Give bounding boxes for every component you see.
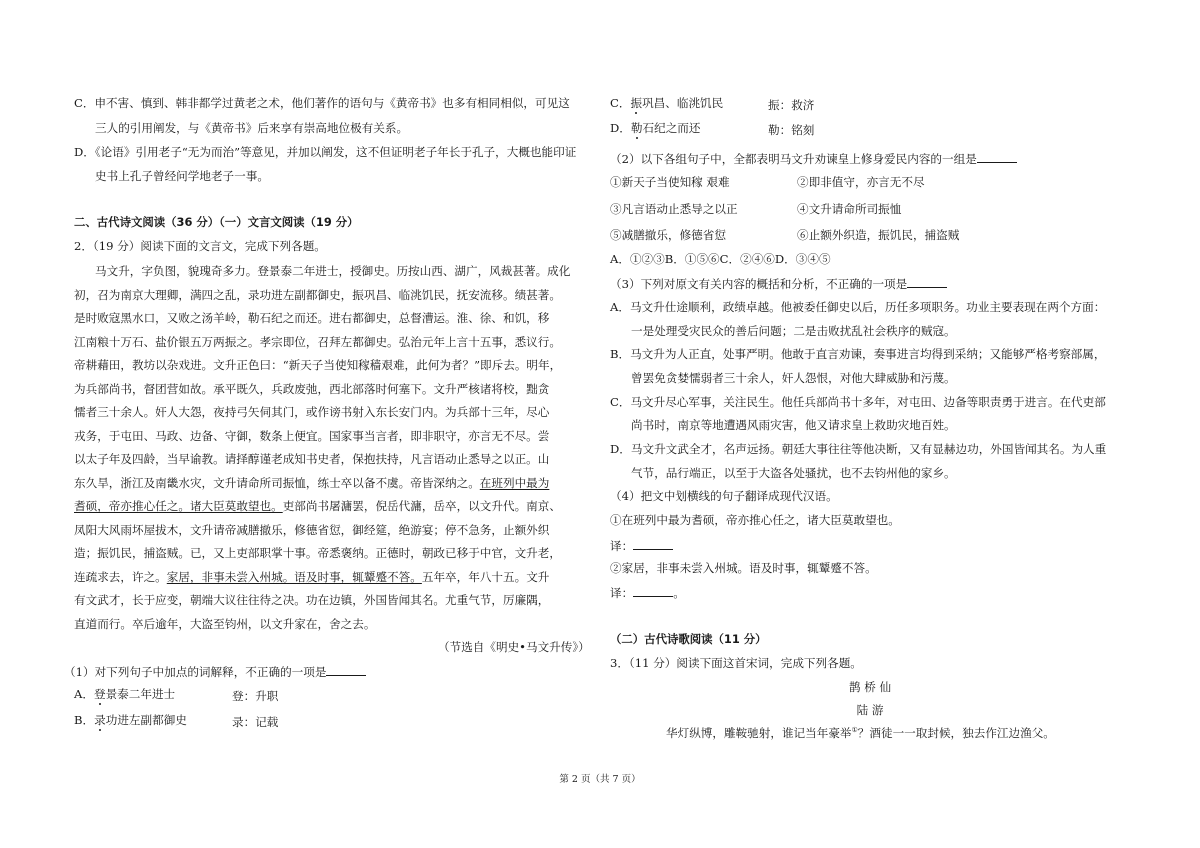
underlined-sentence-2: 家居，非事未尝入州城。语及时事，辄颦蹙不答。 [166,570,422,584]
sub2-option: ⑥止额外织造，振饥民，捕盗贼 [797,228,960,242]
answer-blank[interactable] [326,663,366,676]
sub1-option-b [74,712,187,728]
sub3-option-b-line2: 曾罢免贪婪懦弱者三十余人，奸人怨恨，对他大肆威胁和污蔑。 [631,371,956,385]
section-poetry-title: （二）古代诗歌阅读（11 分） [610,632,767,646]
sub2-choices: A．①②③B．①⑤⑥C．②④⑥D．③④⑤ [610,252,831,266]
underlined-sentence-1-cont: 耆硕，帝亦推心任之。诸大臣莫敢望也。 [74,499,283,513]
sub1-option-a [74,686,175,702]
footnote-marker: ① [851,726,858,735]
poem-author: 陆 游 [856,703,884,717]
translation-sentence-2: ②家居，非事未尝入州城。语及时事，辄颦蹙不答。 [610,561,877,575]
sub3-option-b-line1: B．马文升为人正直，处事严明。他敢于直言劝谏，奏事进言均得到采纳；又能够严格考察部属， [610,347,1106,361]
stem-text: （1）对下列句子中加点的词解释，不正确的一项是 [64,665,327,679]
sub1-option-c [610,95,723,111]
passage-line: 初，召为南京大理卿，满四之乱，录功进左副都御史，振巩昌、临洮饥民，抚安流移。绩甚著。 [74,288,561,302]
passage-line: 造；振饥民，捕盗贼。已，又上吏部职掌十事。帝悉褒纳。正德时，朝政已移于中官，文升老， [74,546,561,560]
passage-text: 吏部尚书屠滽罢，倪岳代滽，岳卒，以文升代。南京、 [282,499,561,513]
passage-line [74,498,561,514]
dotted-word: 录 [94,713,106,727]
sub2-option: ⑤减膳撤乐，修德省愆 [610,228,726,242]
translation-label: 译： [610,586,634,600]
passage-line: 马文升，字负图，貌瑰奇多力。登景泰二年进士，授御史。历按山西、湖广，风裁甚著。成化 [95,264,571,278]
sub2-option: ③凡言语动止悉导之以正 [610,202,738,216]
dotted-word: 勒 [630,121,643,135]
passage-text: 连疏求去，许之。 [74,570,167,584]
sub-question-3-stem [610,275,947,292]
q1-option-d-line2: 史书上孔子曾经问学地老子一事。 [95,169,269,183]
passage-line: 帝耕藉田，教坊以杂戏进。文升正色曰：“新天子当使知稼穑艰难，此何为者？”即斥去。明年， [74,358,562,372]
sub1-option-b-gloss: 录：记载 [232,715,279,729]
passage-line: 是时败寇黑水口，又败之汤羊岭，勒石纪之而还。进右都御史，总督漕运。淮、徐、和饥，移 [74,311,550,325]
sub2-option: ②即非值守，亦言无不尽 [797,175,925,189]
poem-line-1 [666,725,1055,741]
translation-label: 译： [610,539,634,553]
answer-blank[interactable] [633,584,673,597]
passage-line: 为兵部尚书，督团营如故。承平既久，兵政废弛，西北部落时何塞下。文升严核诸将校，黜贪 [74,382,550,396]
translation-answer-2 [610,584,685,601]
sub2-option: ①新天子当使知稼 艰难 [610,175,730,189]
sub3-option-d-line2: 气节，品行端正，以至于大盗各处骚扰，也不去钧州他的家乡。 [631,466,956,480]
answer-blank[interactable] [907,275,947,288]
sub3-option-d-line1: D．马文升文武全才，名声远扬。朝廷大事往往等他决断，又有显赫边功，外国皆闻其名。为人重 [610,442,1107,456]
sub3-option-c-line2: 尚书时，南京等地遭遇风雨灾害，他又请求皇上救助灾地百姓。 [631,418,956,432]
q2-intro: 2．（19 分）阅读下面的文言文，完成下列各题。 [74,239,326,253]
poem-text: ？酒徒一一取封候，独去作江边渔父。 [857,726,1055,740]
option-text: 功进左副都御史 [105,713,187,727]
sub-question-4-stem: （4）把文中划横线的句子翻译成现代汉语。 [610,489,838,503]
section-2-title: 二、古代诗文阅读（36 分）（一）文言文阅读（19 分） [74,215,359,229]
stem-text: （3）下列对原文有关内容的概括和分析，不正确的一项是 [610,277,908,291]
answer-blank[interactable] [977,150,1017,163]
passage-text: 五年卒，年八十五。文升 [421,570,550,584]
passage-line: 凤阳大风雨坏屋拔木，文升请帝减膳撤乐，修德省愆，御经筵，绝游宴；停不急务，止额外织 [74,523,550,537]
passage-line [74,475,549,491]
dotted-word: 登 [93,687,106,701]
q1-option-c-line1: C．申不害、慎到、韩非都学过黄老之术，他们著作的语句与《黄帝书》也多有相同相似，可见这 [74,96,570,110]
q3-intro: 3．（11 分）阅读下面这首宋词，完成下列各题。 [610,656,862,670]
sub-question-2-stem [610,150,1017,167]
translation-sentence-1: ①在班列中最为耆硕，帝亦推心任之，诸大臣莫敢望也。 [610,513,900,527]
poem-text: 华灯纵博，雕鞍驰射，谁记当年豪举 [666,726,852,740]
passage-line: 有文武才，长于应变，朝端大议往往待之决。功在边镇，外国皆闻其名。尤重气节，厉廉隅， [74,593,550,607]
passage-text: 东久旱，浙江及南畿水灾，文升请命所司振恤，练士卒以备不虞。帝皆深纳之。 [74,476,480,490]
sub-question-1-stem [64,663,366,680]
option-text: 景泰二年进士 [105,687,176,701]
sub1-option-d-gloss: 勒：铭刻 [768,123,815,137]
sub3-option-a-line1: A．马文升仕途顺利，政绩卓越。他被委任御史以后，历任多项职务。功业主要表现在两个方面： [610,300,1106,314]
option-letter: A． [74,687,94,701]
option-letter: C． [610,96,631,110]
translation-answer-1 [610,537,673,554]
option-letter: B． [74,713,95,727]
sub3-option-c-line1: C．马文升尽心军事，关注民生。他任兵部尚书十多年，对屯田、边备等职责勇于进言。在代吏部 [610,395,1106,409]
stem-text: （2）以下各组句子中，全都表明马文升劝谏皇上修身爱民内容的一组是 [610,152,977,166]
sub1-option-a-gloss: 登：升职 [232,689,279,703]
option-text: 巩昌、临洮饥民 [642,96,724,110]
passage-source: （节选自《明史•马文升传》） [438,640,590,654]
period: 。 [673,586,685,600]
q1-option-d-line1: D．《论语》引用老子“无为而治”等意见，并加以阐发，这不但证明老子年长于孔子，大概也能印证 [74,145,577,159]
passage-line [74,569,549,585]
q1-option-c-line2: 三人的引用阐发，与《黄帝书》后来享有崇高地位极有关系。 [95,121,409,135]
option-letter: D． [610,121,631,135]
passage-line: 直道而行。卒后逾年，大盗至钧州，以文升家在，舍之去。 [74,617,376,631]
sub2-option: ④文升请命所司振恤 [797,202,902,216]
sub1-option-c-gloss: 振：救济 [768,98,815,112]
poem-title: 鹊 桥 仙 [848,680,892,694]
answer-blank[interactable] [633,537,673,550]
page-footer: 第 2 页（共 7 页） [559,774,641,785]
underlined-sentence-1: 在班列中最为 [479,476,550,490]
dotted-word: 振 [630,96,643,110]
option-text: 石纪之而还 [642,121,701,135]
sub3-option-a-line2: 一是处理受灾民众的善后问题；二是击败扰乱社会秩序的贼寇。 [631,324,956,338]
passage-line: 江南粮十万石、盐价银五万两振之。孝宗即位，召拜左都御史。弘治元年上言十五事，悉议行。 [74,335,561,349]
sub1-option-d [610,120,700,136]
passage-line: 以太子年及四龄，当早谕教。请择醇谨老成知书史者，保抱扶持，凡言语动止悉导之以正。山 [74,452,550,466]
passage-line: 懦者三十余人。奸人大怨，夜持弓矢伺其门，或作谤书射入东长安门内。为兵部十三年，尽心 [74,405,550,419]
passage-line: 戎务，于屯田、马政、边备、守御，数条上便宜。国家事当言者，即非职守，亦言无不尽。尝 [74,429,550,443]
